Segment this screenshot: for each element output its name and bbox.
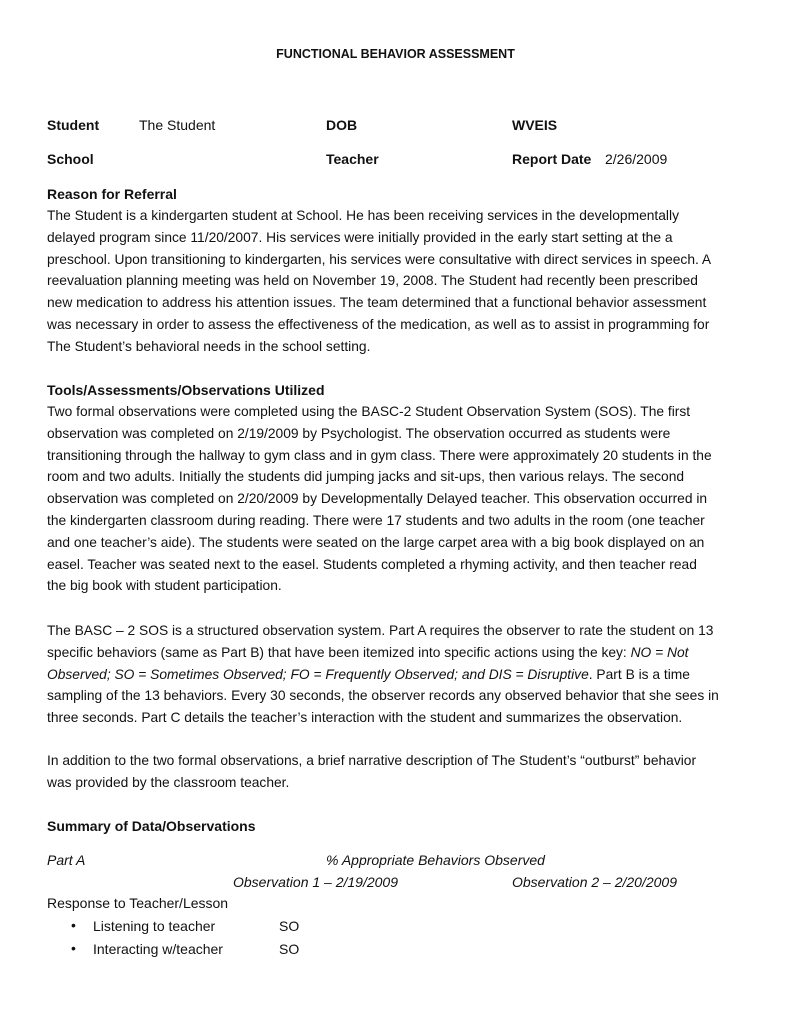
key-text: NO = Not: [630, 644, 689, 660]
behavior-label: Interacting w/teacher: [93, 941, 223, 957]
addition-line: In addition to the two formal observations, a brief narrative description of The Student’s “outburst” behavior: [47, 753, 697, 768]
referral-heading: Reason for Referral: [47, 186, 177, 202]
addition-paragraph: [47, 750, 747, 794]
report-date-label: Report Date: [512, 151, 592, 167]
referral-line: new medication to address his attention issues. The team determined that a functional behavior assessment: [47, 295, 707, 311]
basc-line-text: specific behaviors (same as Part B) that have been itemized into specific actions using the key:: [47, 644, 631, 660]
observation-1-heading: Observation 1 – 2/19/2009: [233, 874, 399, 890]
addition-line: was provided by the classroom teacher.: [47, 774, 290, 790]
student-label: Student: [47, 117, 100, 133]
bullet-icon: •: [71, 940, 76, 956]
basc-line-text: . Part B is a time: [588, 666, 690, 682]
tools-line: room and two adults. Initially the students did jumping jacks and sit-ups, then various relays. The second: [47, 469, 685, 485]
tools-line: the kindergarten classroom during reading. There were 17 students and two adults in the room (one teacher: [47, 512, 705, 528]
basc-paragraph: [47, 620, 747, 729]
tools-line: easel. Teacher was seated next to the easel. Students completed a rhyming activity, and then teacher read: [47, 556, 697, 572]
referral-line: preschool. Upon transitioning to kindergarten, his services were consultative with direct services in speech. A: [47, 251, 712, 267]
basc-line: The BASC – 2 SOS is a structured observation system. Part A requires the observer to rate the student on 13: [47, 623, 714, 638]
report-date-value: 2/26/2009: [605, 151, 668, 167]
tools-line: Two formal observations were completed using the BASC-2 Student Observation System (SOS). The first: [47, 404, 691, 419]
behavior-rating-obs1: SO: [279, 918, 300, 934]
behavior-rating-obs1: SO: [279, 941, 300, 957]
basc-line: [47, 664, 747, 686]
tools-line: and one teacher’s aide). The students were seated on the large carpet area with a big book displayed on an: [47, 534, 705, 550]
tools-line: the big book with student participation.: [47, 578, 282, 594]
summary-heading: Summary of Data/Observations: [47, 818, 256, 834]
referral-paragraph: [47, 205, 747, 358]
student-value: The Student: [139, 117, 216, 133]
teacher-label: Teacher: [326, 151, 379, 167]
tools-line: transitioning through the hallway to gym class and in gym class. There were approximately 20 students in the: [47, 447, 712, 463]
referral-line: delayed program since 11/20/2007. His services were initially provided in the early start setting at the a: [47, 229, 673, 245]
pct-heading: % Appropriate Behaviors Observed: [326, 852, 545, 868]
tools-line: observation was completed on 2/20/2009 by Developmentally Delayed teacher. This observation occurred in: [47, 491, 708, 507]
tools-paragraph: [47, 401, 747, 597]
category-label: Response to Teacher/Lesson: [47, 895, 229, 911]
referral-line: was necessary in order to assess the effectiveness of the medication, as well as to assist in programming for: [47, 316, 710, 332]
dob-label: DOB: [326, 117, 358, 133]
referral-line: The Student’s behavioral needs in the school setting.: [47, 338, 371, 354]
basc-line: sampling of the 13 behaviors. Every 30 seconds, the observer records any observed behavior that she sees in: [47, 688, 719, 704]
school-label: School: [47, 151, 94, 167]
part-a-label: Part A: [47, 852, 86, 868]
tools-heading: Tools/Assessments/Observations Utilized: [47, 382, 325, 398]
observation-2-heading: Observation 2 – 2/20/2009: [512, 874, 678, 890]
tools-line: observation was completed on 2/19/2009 by Psychologist. The observation occurred as students were: [47, 425, 671, 441]
basc-line: three seconds. Part C details the teacher’s interaction with the student and summarizes the observation.: [47, 710, 683, 726]
basc-line: [47, 642, 747, 664]
bullet-icon: •: [71, 917, 76, 933]
page-title: FUNCTIONAL BEHAVIOR ASSESSMENT: [276, 47, 515, 61]
wveis-label: WVEIS: [512, 117, 558, 133]
key-text: Observed; SO = Sometimes Observed; FO = Frequently Observed; and DIS = Disruptive: [47, 666, 589, 682]
referral-line: reevaluation planning meeting was held on November 19, 2008. The Student had recently been prescribed: [47, 273, 698, 289]
behavior-label: Listening to teacher: [93, 918, 216, 934]
referral-line: The Student is a kindergarten student at School. He has been receiving services in the developmentally: [47, 208, 679, 223]
